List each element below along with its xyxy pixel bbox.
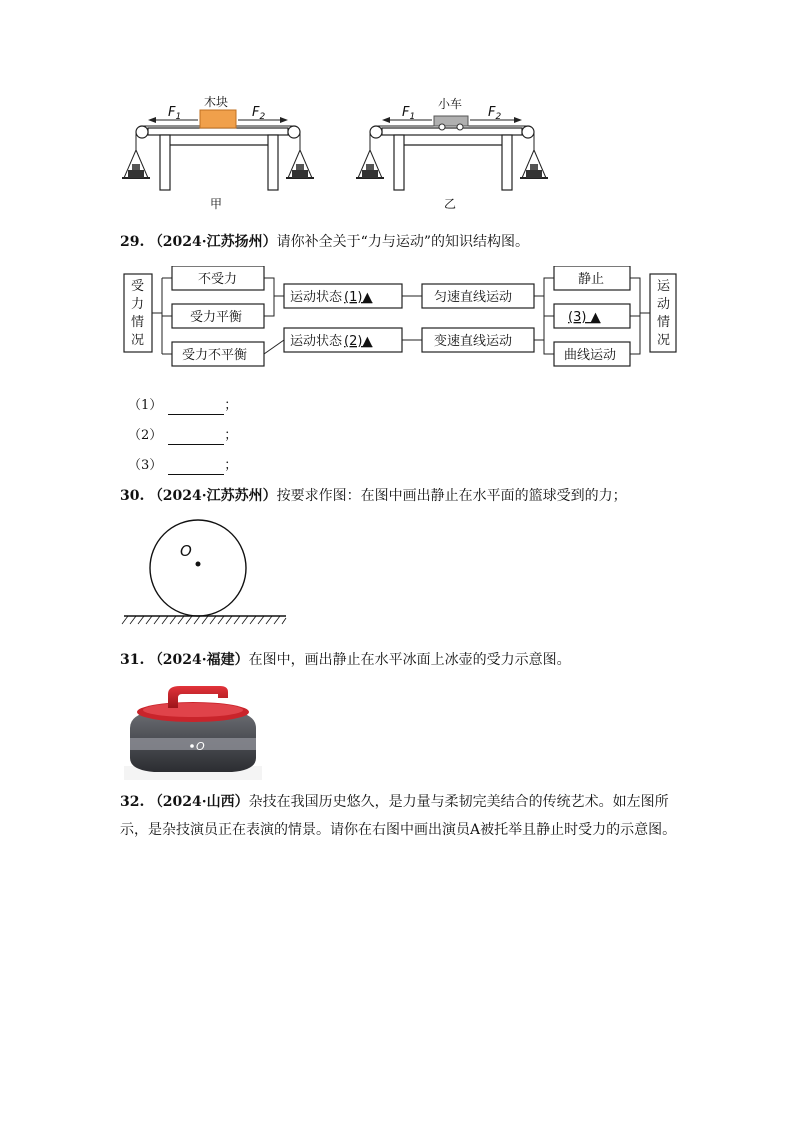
q31-heading [120, 650, 571, 670]
result-blank-3: (3) ▲ [568, 310, 601, 325]
caption-yi: 乙 [444, 197, 457, 211]
pulley-figure [120, 90, 550, 215]
q32-paragraph [120, 788, 680, 844]
q29-blank-2 [128, 427, 237, 445]
curling-center-point [190, 744, 194, 748]
q30-heading [120, 486, 627, 506]
right-box-char-1: 运 [657, 279, 671, 294]
f2-label-left: $F_2$ [252, 105, 266, 122]
state-1-label: 运动状态 (1)▲ [290, 290, 373, 305]
right-box-char-3: 情 [657, 315, 671, 330]
wood-block [200, 110, 236, 128]
q29-blank-3 [128, 457, 237, 475]
basketball-figure [120, 518, 290, 628]
q29-number: 29. [120, 234, 145, 250]
q29-blank-1-label: （1） [128, 398, 163, 413]
center-point [196, 562, 201, 567]
f1-label-right: $F_1$ [402, 105, 416, 122]
wood-block-label: 木块 [204, 95, 229, 109]
result-static: 静止 [578, 272, 605, 287]
curling-stone-image [124, 678, 262, 780]
q29-blank-1 [128, 397, 237, 415]
answer-blank-3[interactable] [168, 462, 224, 475]
answer-blank-1[interactable] [168, 402, 224, 415]
q32-text: 杂技在我国历史悠久，是力量与柔韧完美结合的传统艺术。如左图所示，是杂技演员正在表演的情景。请你在右图中画出演员A被托举且静止时受力的示意图。 [120, 794, 677, 838]
answer-blank-2[interactable] [168, 432, 224, 445]
q31-source: （2024·福建） [148, 652, 249, 668]
basketball-circle [150, 520, 246, 616]
q32-source: （2024·山西） [148, 794, 249, 810]
q30-text: 按要求作图：在图中画出静止在水平面的篮球受到的力； [276, 488, 627, 504]
q29-blank-1-end: ； [224, 398, 238, 413]
caption-jia: 甲 [210, 197, 223, 211]
q29-blank-3-end: ； [224, 458, 238, 473]
left-box-char-1: 受 [131, 279, 145, 294]
cart-label: 小车 [438, 97, 463, 111]
q32-number: 32. [120, 794, 145, 810]
q29-source: （2024·江苏扬州） [148, 234, 277, 250]
curling-center-label: O [196, 740, 205, 753]
table-right [356, 97, 548, 211]
left-box-char-2: 力 [131, 297, 145, 312]
left-box-char-3: 情 [131, 315, 145, 330]
q31-number: 31. [120, 652, 145, 668]
force-case-unbalanced: 受力不平衡 [182, 348, 248, 363]
motion-uniform: 匀速直线运动 [434, 290, 513, 305]
q29-heading [120, 232, 529, 252]
q29-blank-2-end: ； [224, 428, 238, 443]
left-box-char-4: 况 [131, 333, 145, 348]
center-label-o: O [180, 542, 192, 560]
force-motion-diagram [120, 266, 680, 370]
force-case-balanced: 受力平衡 [190, 310, 243, 325]
cart [434, 116, 468, 126]
table-left [122, 94, 314, 211]
result-curve: 曲线运动 [564, 348, 617, 363]
force-case-none: 不受力 [198, 272, 238, 287]
q29-text: 请你补全关于“力与运动”的知识结构图。 [276, 234, 529, 250]
state-2-label: 运动状态 (2)▲ [290, 334, 373, 349]
q31-text: 在图中，画出静止在水平冰面上冰壶的受力示意图。 [248, 652, 571, 668]
f1-label-left: $F_1$ [168, 105, 182, 122]
f2-label-right: $F_2$ [488, 105, 502, 122]
q29-blank-2-label: （2） [128, 428, 163, 443]
right-box-char-2: 动 [657, 297, 671, 312]
q30-source: （2024·江苏苏州） [148, 488, 277, 504]
q30-number: 30. [120, 488, 145, 504]
q29-blank-3-label: （3） [128, 458, 163, 473]
right-box-char-4: 况 [657, 333, 671, 348]
motion-variable: 变速直线运动 [434, 334, 513, 349]
